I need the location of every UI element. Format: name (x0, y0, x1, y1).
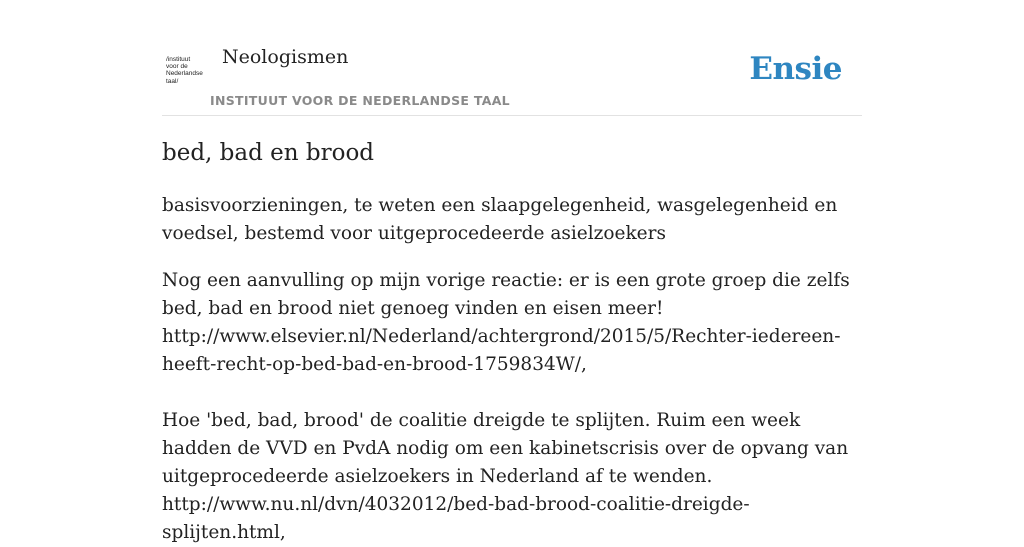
logo-line: /instituut (166, 56, 191, 63)
logo-line: taal/ (166, 77, 179, 85)
organization-name: INSTITUUT VOOR DE NEDERLANDSE TAAL (210, 93, 510, 108)
example-paragraph-text: Nog een aanvulling op mijn vorige reactie: er is een grote groep die zelfs bed, bad en brood niet genoeg vinden en eisen meer! (162, 270, 850, 319)
paragraph-gap (162, 379, 862, 407)
ivdnt-logo[interactable] (166, 56, 206, 85)
example-source-link: http://www.nu.nl/dvn/4032012/bed-bad-brood-coalitie-dreigde-splijten.html, (162, 494, 750, 543)
site-title[interactable]: Neologismen (222, 46, 349, 68)
entry-term: bed, bad en brood (162, 140, 375, 166)
entry-example (162, 267, 862, 547)
logo-line: Nederlandse (166, 70, 203, 78)
ensie-brand-logo[interactable]: Ensie (749, 51, 842, 87)
content-column (162, 0, 862, 543)
entry-definition: basisvoorzieningen, te weten een slaapgelegenheid, wasgelegenheid en voedsel, bestemd voor uitgeprocedeerde asielzoekers (162, 195, 838, 244)
logo-line: voor de (166, 63, 188, 71)
example-source-link: http://www.elsevier.nl/Nederland/achtergrond/2015/5/Rechter-iedereen-heeft-recht-op-bed-bad-en-brood-1759834W/, (162, 326, 841, 375)
header (162, 0, 862, 116)
example-paragraph-text: Hoe 'bed, bad, brood' de coalitie dreigde te splijten. Ruim een week hadden de VVD en PvdA nodig om een kabinetscrisis over de opvang van uitgeprocedeerde asielzoekers in Nederland af te wenden. (162, 410, 849, 487)
